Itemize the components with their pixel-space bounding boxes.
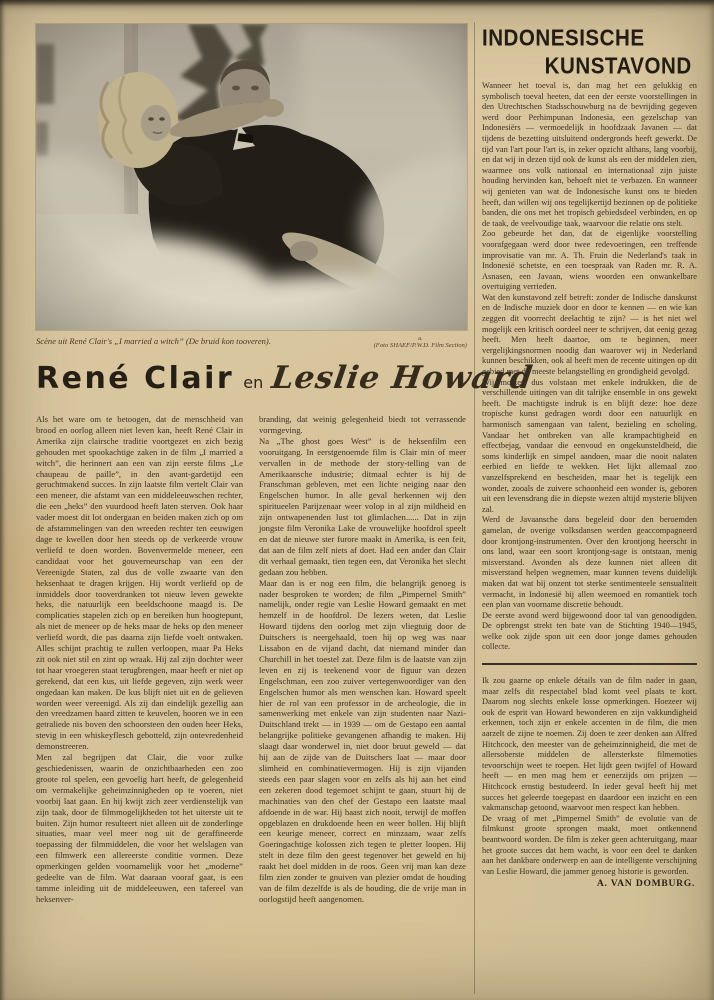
article-paragraph: De eerste avond werd bijgewoond door tal van genoodigden. De opbrengst strekt ten bate van de Stichting 1940—1945, welke ook zijde spon uit een door jonge dames gehouden collecte. bbox=[482, 610, 697, 652]
article-paragraph: Wat den kunstavond zelf betreft: zonder de Indische danskunst en de Indische muziek door en door te kennen — en wie kan zeggen dit voorrecht deelachtig te zijn? — is het niet wel mogelijk een kritisch oordeel neer te schrijven, dat eenig gezag heeft. Men heeft daartoe, om te beginnen, meer vergelijkingsnormen noodig dan waarover wij in Nederland kunnen beschikken, ook al heeft men de recente uitingen op dit gebied met de meeste belangstelling en grondigheid gevolgd. bbox=[482, 292, 697, 377]
author-signature: A. VAN DOMBURG. bbox=[596, 878, 695, 890]
article-paragraph: Wanneer het toeval is, dan mag het een gelukkig en symbolisch toeval heeten, dat een der eerste voorstellingen in den Utrechtschen Stadsschouwburg na de bevrijding gegeven werd door Perhimpunan Indonesia, een gezelschap van Indonesiërs — vermoedelijk in hoofdzaak Javanen — dat tijdens de bezetting uitsluitend ondergronds heeft gewerkt. De tijd van l'art pour l'art is, in zeker opzicht althans, lang voorbij, en dat wij in dezen tijd ook de kunst als een der middelen zien, waarmee ons volk nationaal en internationaal zijn juiste houding hervinden kan, behoeft niet te verbazen. En wanneer wij genieten van wat de Indonesische kunst ons te bieden heeft, dan willen wij ons tegelijkertijd bezinnen op de politieke banden, die ons met het tropisch gebiedsdeel verbinden, en op de taak, de veelvoudige taak, waarvoor die relatie ons stelt. bbox=[482, 81, 697, 228]
scan-edge-left bbox=[0, 0, 5, 1000]
article-paragraph: Wij moeten dus volstaan met enkele indrukken, die de verschillende uitingen van dit talrijke ensemble in ons gewekt heeft. De machtigste indruk is en blijft deze: hoe deze tropische kunst gedragen wordt door een natuurlijk en harmonisch samengaan van talent, bezieling en scholing. Vandaar het ontbreken van alle krampachtigheid en effectbejag, vandaar die eenvoud en ongekunsteldheid, die soms kinderlijk en simpel aandoen, maar die nooit nalaten eerbied en liefde te wekken. Het lijkt allemaal zoo vanzelfsprekend en bescheiden, maar het is tegelijk een wonder, zooals de zuivere schoonheid een wonder is, geboren uit een levensdrang die in diepste wezen altijd mysterie blijven zal. bbox=[482, 377, 697, 514]
film-still-photo bbox=[36, 24, 467, 330]
side-article bbox=[482, 24, 697, 992]
side-title-line1: INDONESISCHE bbox=[482, 25, 645, 51]
scan-edge-top bbox=[0, 0, 714, 6]
headline-rene-clair: René Clair bbox=[36, 361, 235, 396]
headline-connector: en bbox=[243, 373, 264, 392]
article-headline bbox=[36, 360, 536, 396]
photo-caption-row bbox=[36, 336, 467, 350]
article-paragraph: Na „The ghost goes West” is de heksenfilm een vooruitgang. In eerstgenoemde film is Clair min of meer vervallen in de methode der story-telling van de Amerikaansche industrie; ditmaal echter is hij de Franschman gebleven, met een lichte neiging naar den Engelschen humor. In alle geval herkennen wij den spiritueelen Parijzenaar weer volop in al zijn mildheid en zijn ontwapenenden lust tot glimlachen...... Dat in zijn jongste film Veronika Lake de vrouwelijke hoofdrol speelt en dat de nieuwe ster furore maakt in Amerika, is een feit, dat aan de film zelf niets af doet. Had een ander dan Clair dit verhaal gemaakt, tien tegen een, dat Veronika het slecht gedaan zou hebben. bbox=[259, 435, 466, 577]
side-title-line2: KUNSTAVOND bbox=[544, 53, 692, 79]
photo-caption: Scène uit René Clair's „I married a witch” (De bruid kon tooveren). bbox=[36, 336, 271, 346]
main-article-column-1 bbox=[36, 414, 243, 980]
article-paragraph: Als het ware om te betoogen, dat de menschheid van brood en oorlog alleen niet leven kan, heeft René Clair in Amerika zijn clairsche traditie voortgezet en zich bezig gehouden met spookachtige zaken in de film „I married a witch”, die herinnert aan een van zijn eerste films „Le chaupeau de paille”, in den avant-gardetijd een geruchtmakend succes. In zijn laatste film vertelt Clair van een meneer, die afstamt van een middeleeuwschen rechter, die een „heks” den vuurdood heeft laten sterven. Ook haar vader moest dit lot ondergaan en beiden maken zich op om de afstammelingen van den wreeden rechter ten eeuwigen dage te kwellen door hen steeds op de verkeerde vrouw verliefd te doen worden. Bovenvermelde meneer, een candidaat voor het gouverneurschap van een der Vereenigde Staten, zal dus de volle zwaarte van den heksenhaat te dragen krijgen. Hij wordt verliefd op de inmiddels door tooverdranken tot nieuw leven gewekte heks, die natuurlijk een beeldschoone maagd is. De complicaties stapelen zich op en bereiken hun hoogtepunt, als niet de meneer op de heks maar de heks op den meneer verliefd wordt, die pas daarna zijn liefde voelt ontwaken. Alles schijnt prachtig te zullen verloopen, maar Pa Heks zit ook niet stil en zint op wraak. Hij zal zijn dochter weer tot haar vroegeren staat terugbrengen, maar heeft er niet op gerekend, dat een kus, uit liefde gegeven, zijn werk weer ongedaan kan maken. De kus blijft niet uit en de gelieven worden weer vereenigd. Als zij dan eindelijk gezellig aan den vreedzamen haard zitten te keuvelen, hooren we in een getraliede nis boven den schoorsteen den ouden heer Heks, stevig in een whiskeyflesch gebotteld, zijn ontevredenheid demonstreeren. bbox=[36, 414, 243, 752]
article-paragraph: De vraag of met „Pimpernel Smith” de evolutie van de filmkunst groote sprongen maakt, moet ontkennend beantwoord worden. De film is zeker geen achteruitgang, maar het groote succes dat hem wacht, is voor een deel te danken aan het dankbare onderwerp en aan de intelligente verschijning van Leslie Howard, die jammer genoeg historie is geworden. bbox=[482, 813, 697, 876]
article-paragraph: Ik zou gaarne op enkele détails van de film nader in gaan, maar zelfs dit respectabel blad komt veel plaats te kort. Daarom nog slechts enkele losse opmerkingen. Hoezeer wij ook de esprit van Howard bewonderen en zijn vakkundigheid erkennen, toch zijn er enkele accenten in de film, die men aarzelt de zijne te noemen. Zij doen te zeer denken aan Alfred Hitchcock, den meester van de geheimzinnigheid, die met de allersoberste middelen de allersterkste filmemoties tevoorschijn weet te roepen. Het lijdt geen twijfel of Howard heeft — en men mag hem er eenerzijds om prijzen — Hitchcock ernstig bestudeerd. In ieder geval heeft hij met succes het geleerde toegepast en daardoor een inzicht en een vakmanschap getoond, waarvoor men respect kan hebben. bbox=[482, 676, 697, 813]
film-still-image bbox=[36, 24, 467, 330]
article-paragraph: Men zal begrijpen dat Clair, die voor zulke geschiedenissen, waarin de onzichtbaarheden een zoo groote rol spelen, een gevoelig hart heeft, de gelegenheid om vermakelijke geheimzinnigheden op te voeren, niet voorbij laat gaan. En hij kwijt zich zeer verdienstelijk van zijn taak, door de filmmogelijkheden tot het uiterste uit te buiten. Zijn humor resulteert niet alleen uit de zonderlinge situaties, maar veel meer nog uit de geraffineerde toepassing der filmmiddelen, die voor het welslagen van een filmwerk een allereerste conditie vormen. Deze opmerkingen gelden voornamelijk voor het „moderne” gedeelte van de film. Wat daaraan vooraf gaat, is een tamme inleiding uit de middeleeuwen, een tafereel van heksenver- bbox=[36, 752, 243, 904]
headline-leslie-howard: Leslie Howard bbox=[269, 360, 536, 396]
main-article-column-2 bbox=[259, 414, 466, 980]
photo-credit bbox=[374, 336, 467, 350]
side-article-title bbox=[482, 24, 693, 80]
article-paragraph: Werd de Javaansche dans begeleid door den beroemden gamelan, de overige volksdansen werden geaccompagneerd door krontjong-instrumenten. Over den krontjong heerscht in ons land, waar een soort krontjong-sage is ontstaan, menig misverstand. Avonden als deze kunnen niet alleen dit misverstand helpen wegnemen, maar kunnen tevens duidelijk maken dat wat bij onzent tot sterke sentimenteele sensualiteit vermacht, in Indonesië bij allen weemoed en romantiek toch een plan van voorname discretie behoudt. bbox=[482, 515, 697, 610]
article-paragraph: branding, dat weinig gelegenheid biedt tot verrassende vormgeving. bbox=[259, 414, 466, 435]
article-paragraph: Zoo gebeurde het dan, dat de eigenlijke voorstelling voorafgegaan werd door twee redevoeringen, een treffende improvisatie van mr. A. Th. Fruin die Nederland's taak in Indonesië schetste, en een toespraak van Raden mr. R. A. Asnasen, een Javaan, wiens woorden een onwankelbare overtuiging verrieden. bbox=[482, 229, 697, 292]
photo-credit-mark: a. bbox=[418, 336, 423, 342]
column-divider bbox=[474, 22, 475, 994]
photo-credit-text: (Foto SHAEF/P.W.D. Film Section) bbox=[373, 342, 467, 349]
section-divider bbox=[482, 663, 697, 665]
main-article-body bbox=[36, 414, 467, 980]
side-article-body bbox=[482, 81, 697, 890]
article-paragraph: Maar dan is er nog een film, die belangrijk genoeg is nader besproken te worden; de film „Pimpernel Smith” namelijk, onder regie van Leslie Howard gemaakt en met hemzelf in de hoofdrol. De lezers weten, dat Leslie Howard tijdens den oorlog met zijn vliegtuig door de Duitschers is neergehaald, toen hij op weg was naar Lissabon en de vijand dacht, dat niemand minder dan Churchill in het toestel zat. Deze film is de laatste van zijn leven en zij is teekenend voor de figuur van dezen Engelschman, een zoo zuiver vertegenwoordiger van den Engelschen humor als men wenschen kan. Howard speelt hier de rol van een professor in de archeologie, die in samenwerking met enkele van zijn studenten naar Nazi-Duitschland trekt — in 1939 — om de Gestapo een aantal belangrijke politieke gevangenen afhandig te maken. Hij slaagt daar wonderwel in, niet door bruut geweld — dat hij aan de zijde van de Duitschers laat — maar door slimheid en combinatievermogen. Hij is zijn vijanden steeds een paar slagen voor en zelfs als hij aan het eind een zekeren dood tegemoet schijnt te gaan, stuurt hij de machinaties van den chef der Gestapo een laatste maal afdoende in de war. Hij haast zich nooit, terwijl de moffen opgeblazen en drukdoende heen en weer hollen. Hij blijft een keurige meneer, correct en minzaam, waar zelfs Goeringachtige kolossen zich tegen te pletter loopen. Hij stelt in deze film den geest tegenover het geweld en hij raakt het doel midden in de roos. Geen vrij man kan deze film zien zonder te gnuiven van plezier omdat de houding van de film dezelfde is als de houding, die de vrije man in oorlogstijd heeft aangenomen. bbox=[259, 577, 466, 904]
